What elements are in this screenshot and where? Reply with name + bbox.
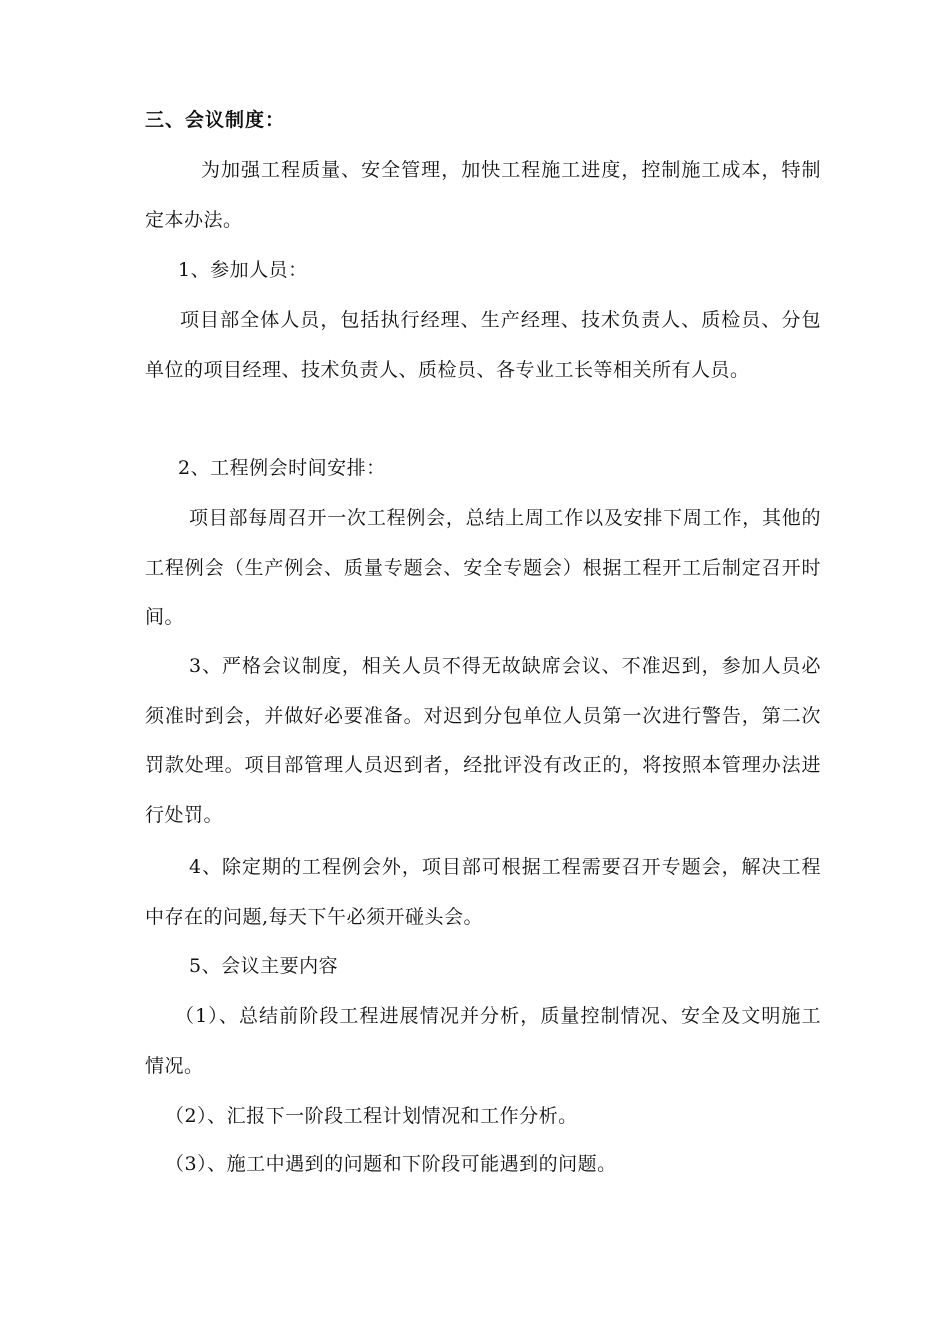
paragraph-schedule: 项目部每周召开一次工程例会，总结上周工作以及安排下周工作，其他的工程例会（生产例会、质量专题会、安全专题会）根据工程开工后制定召开时间。: [145, 507, 821, 628]
item-participants-title: 1、参加人员：: [178, 259, 308, 281]
item-meeting-content-title: 5、会议主要内容: [189, 955, 339, 977]
paragraph-attendance-rules: 3、严格会议制度，相关人员不得无故缺席会议、不准迟到，参加人员必须准时到会，并做好必要准备。对迟到分包单位人员第一次进行警告，第二次罚款处理。项目部管理人员迟到者，经批评没有改正的，将按照本管理办法进行处罚。: [145, 655, 821, 826]
list-item-content-1: （1）、总结前阶段工程进展情况并分析，质量控制情况、安全及文明施工情况。: [145, 1005, 821, 1077]
item-schedule-title: 2、工程例会时间安排：: [178, 457, 386, 479]
paragraph-participants: 项目部全体人员，包括执行经理、生产经理、技术负责人、质检员、分包单位的项目经理、技术负责人、质检员、各专业工长等相关所有人员。: [145, 309, 821, 381]
list-item-content-3: （3）、施工中遇到的问题和下阶段可能遇到的问题。: [165, 1153, 617, 1175]
paragraph-purpose: 为加强工程质量、安全管理，加快工程施工进度，控制施工成本，特制定本办法。: [145, 159, 821, 231]
paragraph-special-meetings: 4、除定期的工程例会外，项目部可根据工程需要召开专题会，解决工程中存在的问题,每天下午必须开碰头会。: [145, 856, 821, 928]
section-heading: 三、会议制度：: [145, 109, 286, 131]
list-item-content-2: （2）、汇报下一阶段工程计划情况和工作分析。: [165, 1105, 578, 1127]
